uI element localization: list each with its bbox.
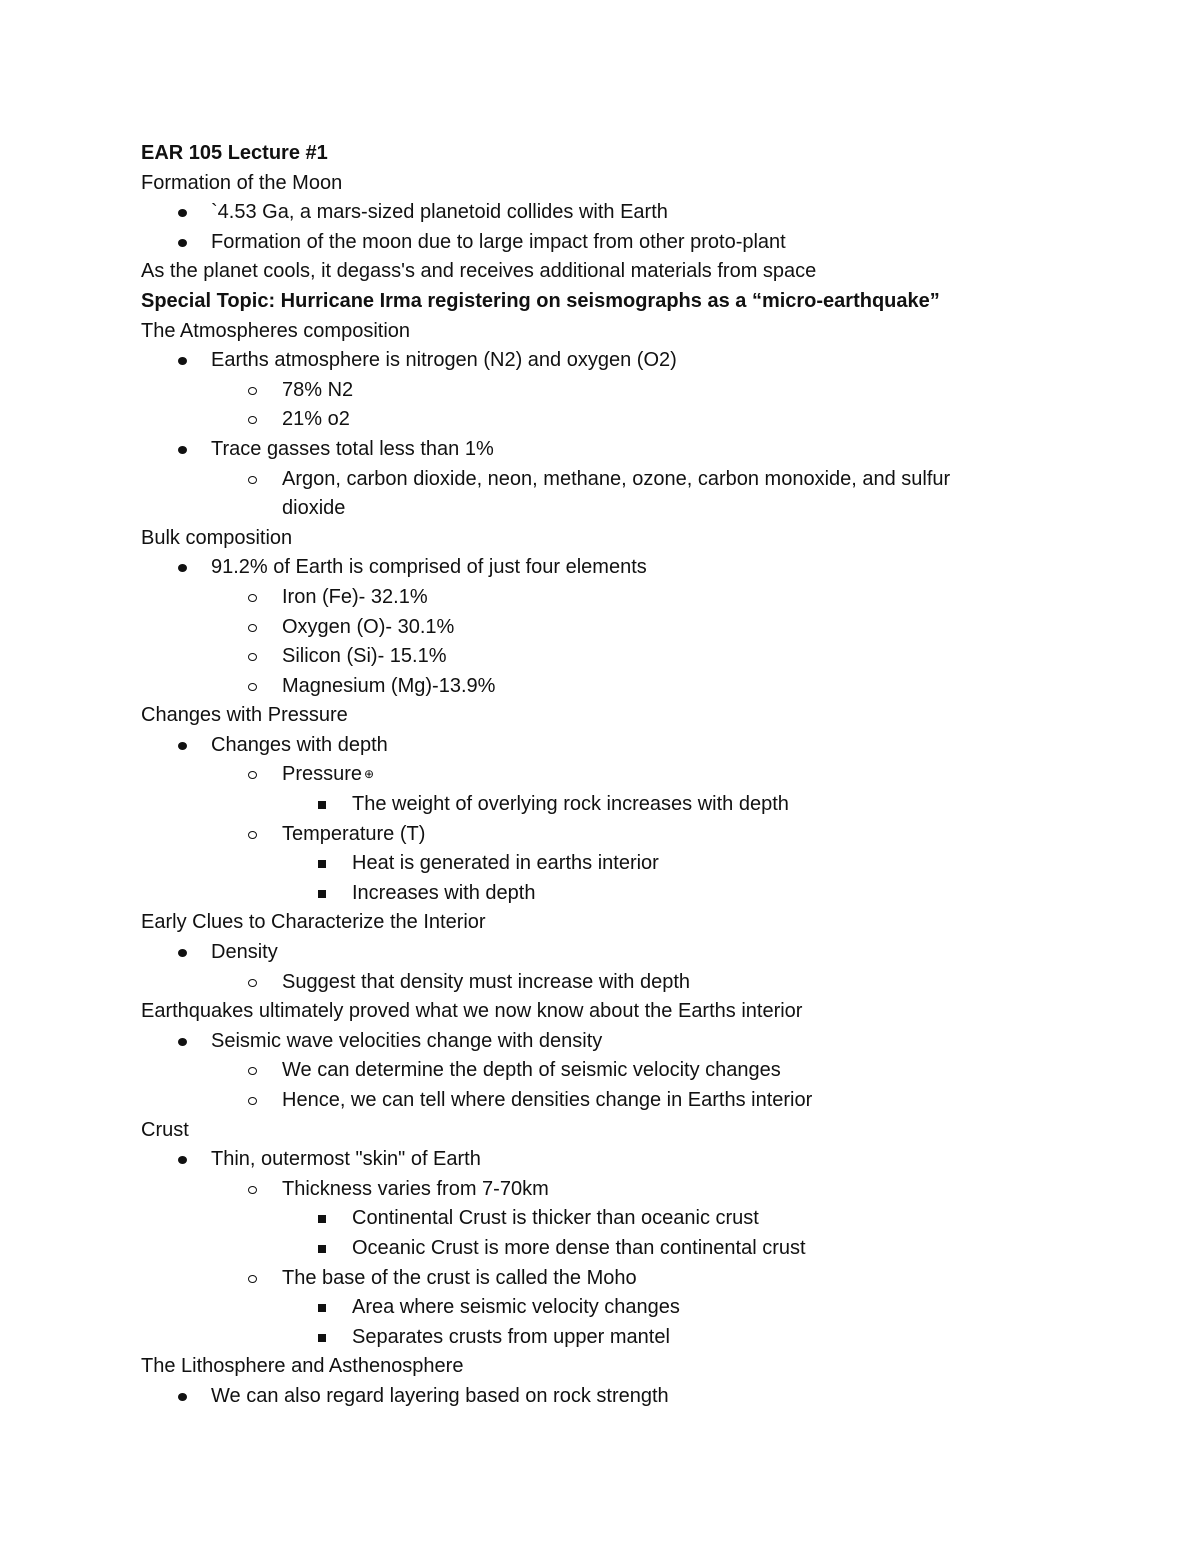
line-text: Silicon (Si)- 15.1%	[282, 645, 447, 668]
line-text: Argon, carbon dioxide, neon, methane, ozone, carbon monoxide, and sulfur	[282, 467, 951, 490]
line-text: The base of the crust is called the Moho	[282, 1266, 637, 1289]
list-item-level-1	[0, 1382, 1200, 1412]
line-text: Early Clues to Characterize the Interior	[141, 911, 486, 934]
line-text: dioxide	[282, 497, 346, 520]
line-text: Hence, we can tell where densities change in Earths interior	[282, 1089, 813, 1111]
list-item-level-2	[0, 968, 1200, 998]
document-body	[0, 139, 1200, 1412]
list-item-level-3	[0, 1234, 1200, 1264]
line-text: Oceanic Crust is more dense than continental crust	[352, 1236, 806, 1259]
list-item-level-1	[0, 228, 1200, 258]
line-text: Special Topic: Hurricane Irma registering on seismographs as a “micro-earthquake”	[141, 289, 940, 312]
list-item-level-2	[0, 465, 1200, 495]
line-text: The Atmospheres composition	[141, 319, 411, 342]
list-item-level-3	[0, 1204, 1200, 1234]
line-text: We can also regard layering based on rock strength	[211, 1384, 669, 1407]
section-heading	[0, 908, 1200, 938]
section-heading	[0, 997, 1200, 1027]
line-text: Formation of the Moon	[141, 171, 343, 194]
list-item-level-2	[0, 820, 1200, 850]
line-text: Density	[211, 941, 278, 964]
list-item-level-1	[0, 346, 1200, 376]
line-text: Bulk composition	[141, 526, 293, 549]
list-item-level-2	[0, 1264, 1200, 1294]
line-text: As the planet cools, it degass's and receives additional materials from space	[141, 260, 817, 283]
section-heading	[0, 701, 1200, 731]
line-text: 78% N2	[282, 378, 354, 401]
list-item-level-1	[0, 435, 1200, 465]
list-item-level-2	[0, 760, 1200, 790]
list-item-level-1	[0, 553, 1200, 583]
section-heading	[0, 1352, 1200, 1382]
list-item-level-2	[0, 1175, 1200, 1205]
list-item-level-2	[0, 672, 1200, 702]
list-item-level-2	[0, 1086, 1200, 1116]
line-text: Heat is generated in earths interior	[352, 852, 659, 875]
list-item-level-2	[0, 583, 1200, 613]
line-text: Changes with Pressure	[141, 704, 348, 727]
line-text: Formation of the moon due to large impact from other proto-plant	[211, 230, 786, 253]
line-text: Seismic wave velocities change with density	[211, 1029, 603, 1052]
line-text: Temperature (T)	[282, 822, 426, 845]
document-title	[0, 139, 1200, 169]
special-topic-heading	[0, 287, 1200, 317]
line-text: Trace gasses total less than 1%	[211, 437, 494, 460]
section-heading	[0, 317, 1200, 347]
section-heading	[0, 1116, 1200, 1146]
line-text: Area where seismic velocity changes	[352, 1296, 680, 1319]
line-text: 91.2% of Earth is comprised of just four elements	[211, 556, 647, 579]
list-item-level-2	[0, 613, 1200, 643]
list-item-level-1	[0, 938, 1200, 968]
list-item-level-2	[0, 642, 1200, 672]
list-item-level-1	[0, 1145, 1200, 1175]
list-item-level-1	[0, 731, 1200, 761]
line-text: `4.53 Ga, a mars-sized planetoid collides with Earth	[211, 201, 668, 224]
line-text: Magnesium (Mg)-13.9%	[282, 674, 496, 697]
line-text: Changes with depth	[211, 733, 388, 756]
line-text: Continental Crust is thicker than oceanic crust	[352, 1207, 759, 1230]
list-item-level-2	[0, 1056, 1200, 1086]
list-item-level-1	[0, 1027, 1200, 1057]
list-item-continuation	[0, 494, 1200, 524]
list-item-level-2	[0, 376, 1200, 406]
line-text: Crust	[141, 1118, 189, 1141]
line-text: Pressure	[282, 763, 363, 786]
list-item-level-1	[0, 198, 1200, 228]
list-item-level-3	[0, 1323, 1200, 1353]
line-text: Oxygen (O)- 30.1%	[282, 615, 455, 638]
line-text: We can determine the depth of seismic velocity changes	[282, 1059, 781, 1082]
list-item-level-3	[0, 1293, 1200, 1323]
line-text: The weight of overlying rock increases with depth	[352, 793, 789, 816]
section-heading	[0, 257, 1200, 287]
line-text: The Lithosphere and Asthenosphere	[141, 1355, 464, 1378]
line-text: Suggest that density must increase with depth	[282, 970, 691, 993]
line-text: EAR 105 Lecture #1	[141, 142, 328, 164]
line-text: Increases with depth	[352, 881, 536, 904]
line-text: Earthquakes ultimately proved what we now know about the Earths interior	[141, 1000, 803, 1023]
list-item-level-3	[0, 790, 1200, 820]
line-text: Iron (Fe)- 32.1%	[282, 585, 428, 608]
list-item-level-2	[0, 405, 1200, 435]
line-text: Separates crusts from upper mantel	[352, 1325, 670, 1348]
line-text: Earths atmosphere is nitrogen (N2) and oxygen (O2)	[211, 349, 677, 372]
section-heading	[0, 524, 1200, 554]
list-item-level-3	[0, 879, 1200, 909]
pressure-symbol-icon: ⊕	[364, 767, 375, 782]
line-text: Thickness varies from 7-70km	[282, 1177, 549, 1200]
section-heading	[0, 169, 1200, 199]
line-text: 21% o2	[282, 408, 350, 431]
line-text: Thin, outermost "skin" of Earth	[211, 1148, 481, 1171]
list-item-level-3	[0, 849, 1200, 879]
